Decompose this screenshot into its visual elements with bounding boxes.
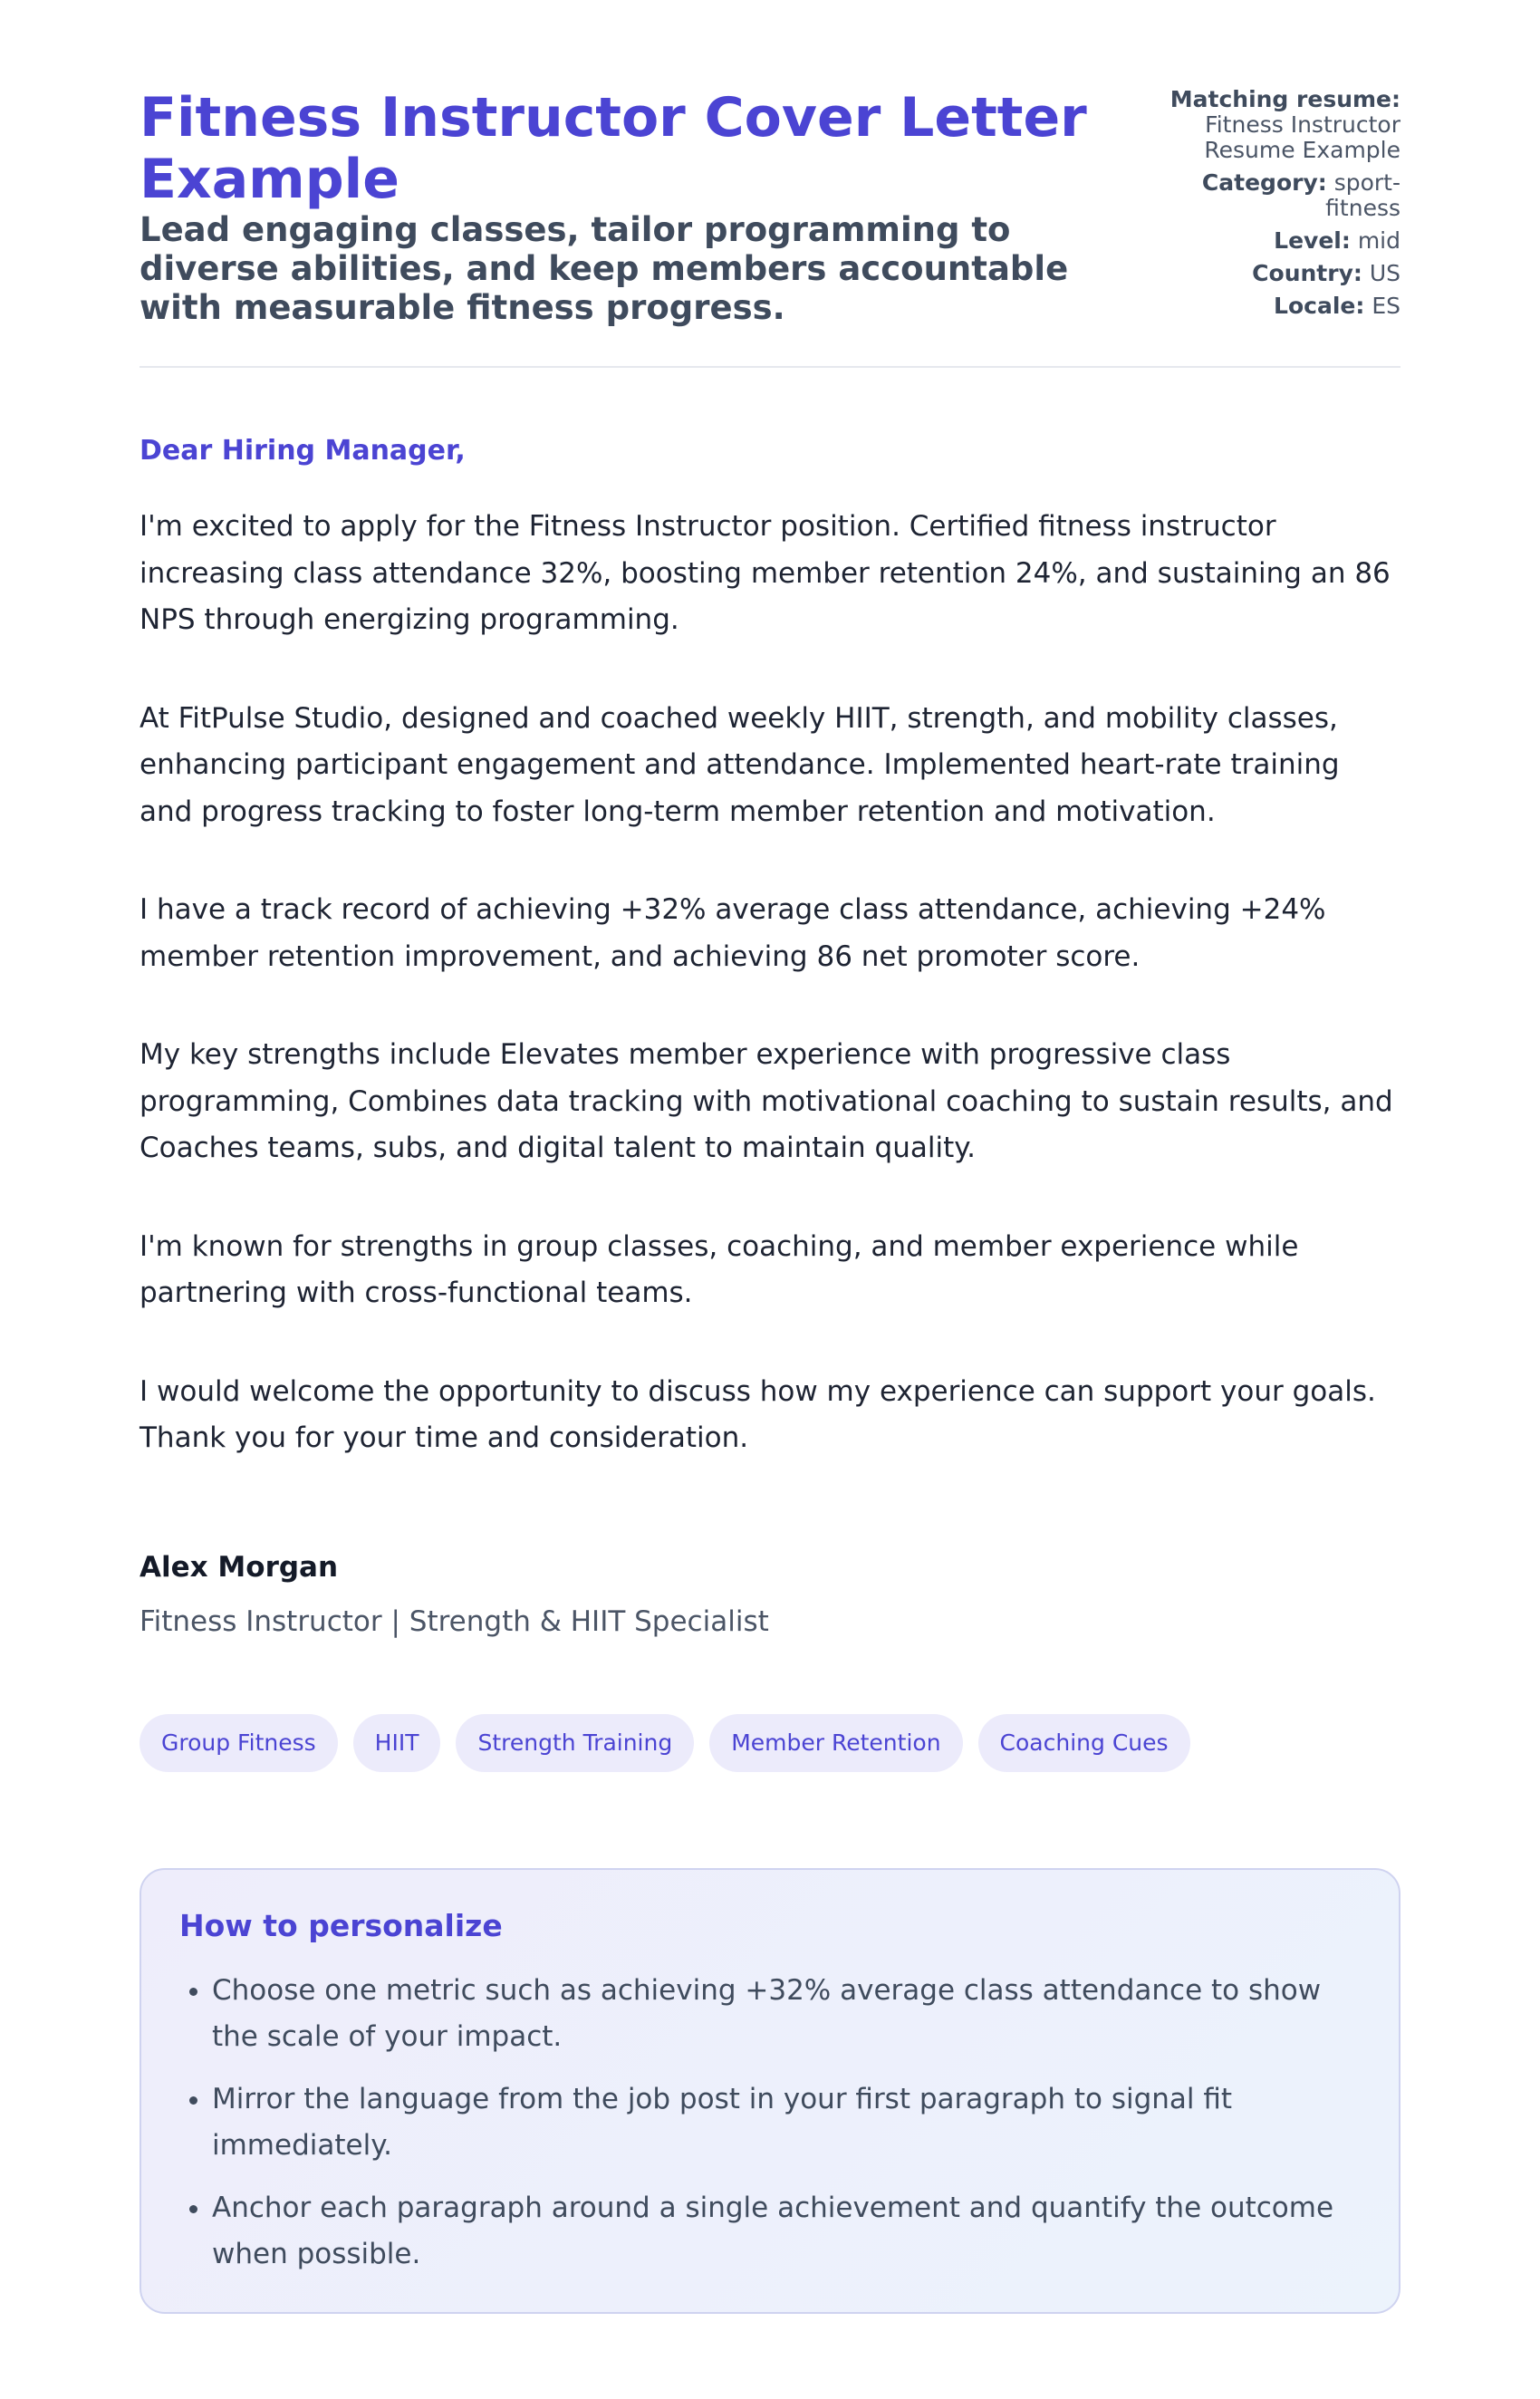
meta-locale-label: Locale:: [1274, 293, 1365, 319]
skill-tag: Group Fitness: [140, 1714, 338, 1772]
tip-item: • Anchor each paragraph around a single achievement and quantify the outcome when possible.: [212, 2185, 1362, 2278]
meta-level-value: mid: [1357, 227, 1400, 254]
meta-category-label: Category:: [1201, 169, 1327, 196]
personalize-tips-box: [140, 1868, 1400, 2314]
meta-country: [1165, 261, 1400, 286]
letter-paragraph: I would welcome the opportunity to discuss how my experience can support your goals. Thank you for your time and consideration.: [140, 1374, 1376, 1454]
letter-body: [140, 433, 1400, 1640]
skill-tag: Coaching Cues: [978, 1714, 1190, 1772]
tip-item: • Mirror the language from the job post in your first paragraph to signal fit immediately.: [212, 2076, 1362, 2169]
letter-paragraph: My key strengths include Elevates member experience with progressive class programming, Combines data tracking with motivational coaching to sustain results, and Coaches teams, subs, and digital talent to maintain quality.: [140, 1038, 1393, 1164]
meta-level: [1165, 228, 1400, 254]
meta-category: [1165, 170, 1400, 221]
skill-tag: HIIT: [353, 1714, 441, 1772]
page-subtitle: Lead engaging classes, tailor programming to diverse abilities, and keep members accountable with measurable fitness progress.: [140, 210, 1069, 327]
salutation: Dear Hiring Manager,: [140, 435, 466, 467]
skill-tags: [140, 1714, 1400, 1772]
meta-country-value: US: [1369, 260, 1400, 286]
skill-tag: Strength Training: [456, 1714, 694, 1772]
page-title: Fitness Instructor Cover Letter Example: [140, 86, 1087, 211]
letter-paragraph: At FitPulse Studio, designed and coached weekly HIIT, strength, and mobility classes, enhancing participant engagement and attendance. Implemented heart-rate training and progress tracking to foster long-term member retention and motivation.: [140, 701, 1340, 828]
meta-locale: [1165, 294, 1400, 319]
meta-category-value: sport-fitness: [1325, 169, 1400, 221]
meta-matching-resume: [1165, 87, 1400, 163]
letter-paragraph: I'm known for strengths in group classes, coaching, and member experience while partnering with cross-functional teams.: [140, 1229, 1299, 1309]
skill-tag: Member Retention: [709, 1714, 962, 1772]
signature-title: Fitness Instructor | Strength & HIIT Specialist: [140, 1604, 769, 1638]
meta-locale-value: ES: [1372, 293, 1400, 319]
meta-matching-resume-label: Matching resume:: [1169, 86, 1400, 112]
meta-panel: [1165, 87, 1400, 326]
tip-item: • Choose one metric such as achieving +32% average class attendance to show the scale of your impact.: [212, 1968, 1362, 2060]
tips-title: How to personalize: [179, 1907, 503, 1943]
meta-country-label: Country:: [1252, 260, 1362, 286]
page-header: [140, 87, 1400, 368]
letter-paragraph: I have a track record of achieving +32% average class attendance, achieving +24% member retention improvement, and achieving 86 net promoter score.: [140, 893, 1326, 973]
signature-name: Alex Morgan: [140, 1550, 339, 1584]
meta-matching-resume-value: Fitness Instructor Resume Example: [1204, 111, 1400, 163]
meta-level-label: Level:: [1274, 227, 1351, 254]
tips-list: [179, 1968, 1362, 2278]
letter-paragraph: I'm excited to apply for the Fitness Instructor position. Certified fitness instructor increasing class attendance 32%, boosting member retention 24%, and sustaining an 86 NPS through energizing programming.: [140, 510, 1391, 636]
